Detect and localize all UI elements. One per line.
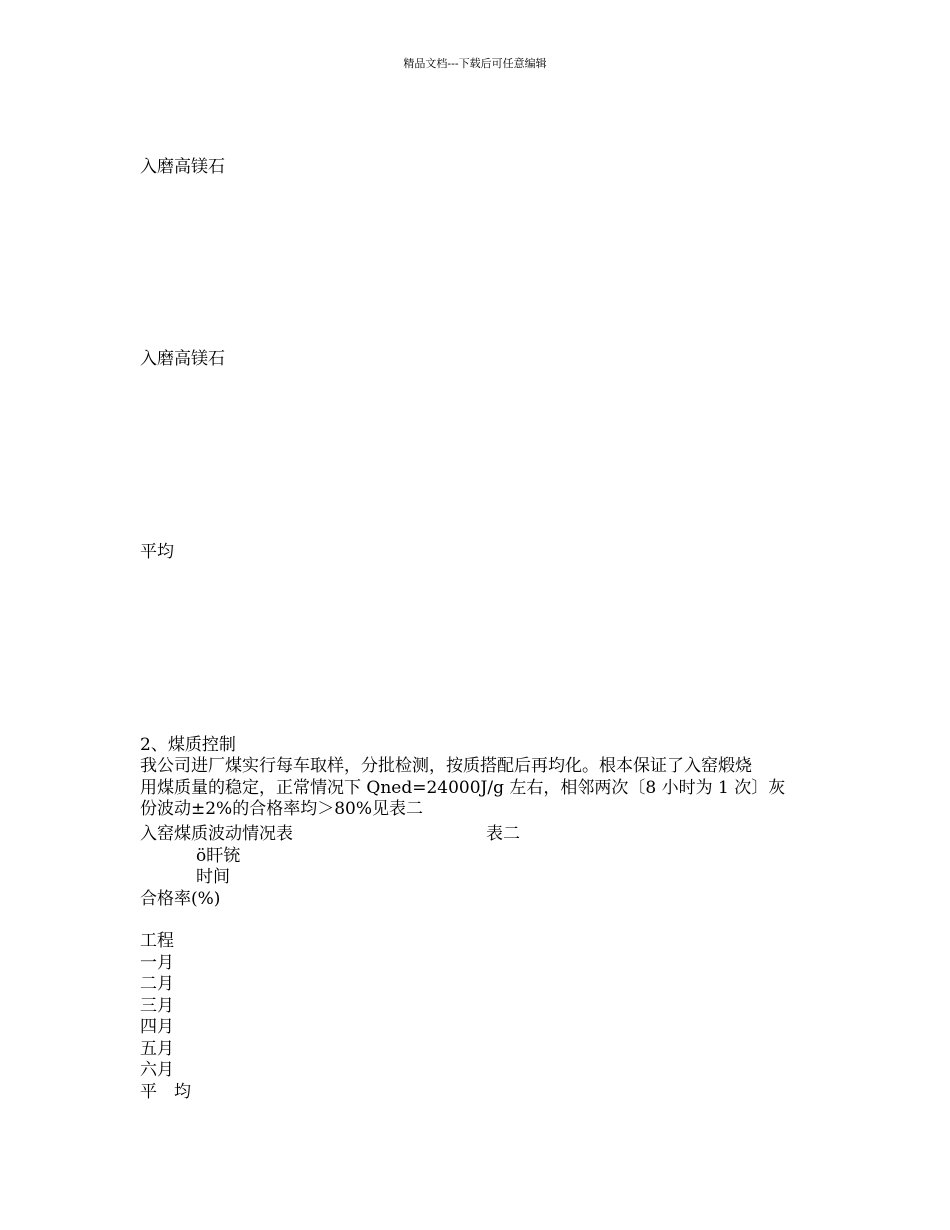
label-average: 平均 xyxy=(140,542,174,562)
section-heading: 2、煤质控制 xyxy=(140,735,236,755)
paragraph-line: 份波动±2%的合格率均＞80%见表二 xyxy=(140,799,423,819)
table-tag: 表二 xyxy=(486,824,520,844)
table-row-average: 平 均 xyxy=(140,1081,191,1102)
paragraph-line: 我公司进厂煤实行每车取样，分批检测，按质搭配后再均化。根本保证了入窑煅烧 xyxy=(140,756,752,776)
table-row: 六月 xyxy=(140,1060,174,1080)
table-rate-header: 合格率(%) xyxy=(140,889,221,909)
label-high-magnesium-stone-1: 入磨高镁石 xyxy=(140,157,225,177)
page-header: 精品文档---下载后可任意编辑 xyxy=(403,57,547,70)
table-row: 四月 xyxy=(140,1017,174,1037)
section-paragraph xyxy=(140,756,820,821)
table-title: 入窑煤质波动情况表 xyxy=(140,824,293,844)
table-row-header: 工程 xyxy=(140,931,174,951)
table-row-list xyxy=(140,931,191,1103)
label-high-magnesium-stone-2: 入磨高镁石 xyxy=(140,349,225,369)
table-column-header: ö盰铳 xyxy=(196,846,241,866)
table-row: 五月 xyxy=(140,1038,174,1059)
table-row: 二月 xyxy=(140,974,174,994)
paragraph-line: 用煤质量的稳定，正常情况下 Qned=24000J/g 左右，相邻两次〔8 小时为 1 次〕灰 xyxy=(140,777,786,798)
table-row: 三月 xyxy=(140,995,174,1016)
table-column-header-time: 时间 xyxy=(196,867,230,887)
table-row: 一月 xyxy=(140,952,174,973)
